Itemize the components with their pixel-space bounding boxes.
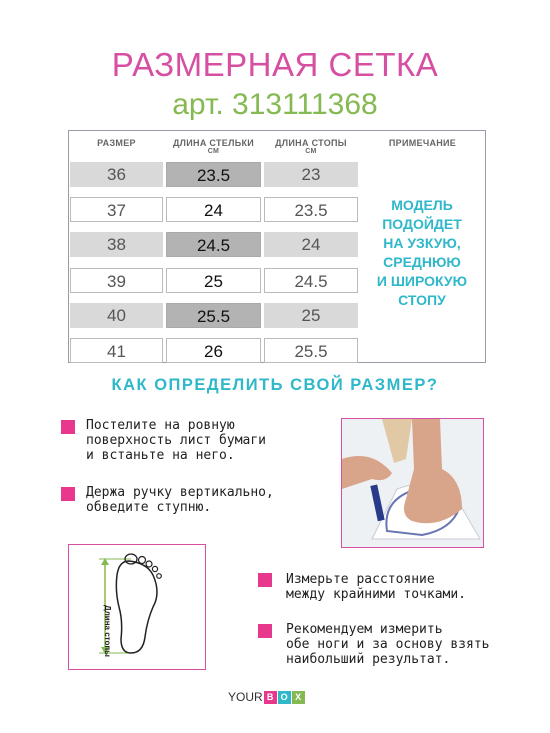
howto-heading: КАК ОПРЕДЕЛИТЬ СВОЙ РАЗМЕР?	[111, 376, 439, 394]
cell-insole: 24.5	[166, 232, 261, 257]
foot-outline-icon	[69, 545, 204, 668]
cell-insole: 25.5	[166, 303, 261, 328]
fit-note: МОДЕЛЬ ПОДОЙДЕТ НА УЗКУЮ, СРЕДНЮЮ И ШИРОКУЮ СТОПУ	[376, 197, 468, 308]
page-title: РАЗМЕРНАЯ СЕТКА	[111, 46, 439, 83]
cell-insole: 25	[166, 268, 261, 293]
brand-logo: YOUR B O X	[228, 690, 305, 704]
tracing-photo-icon	[342, 419, 484, 548]
bullet-square	[258, 573, 272, 587]
cell-foot: 24	[264, 232, 358, 257]
cell-size: 41	[70, 338, 163, 363]
cell-size: 37	[70, 197, 163, 222]
cell-insole: 26	[166, 338, 261, 363]
cell-foot: 24.5	[264, 268, 358, 293]
cell-size: 40	[70, 303, 163, 328]
tracing-photo	[341, 418, 484, 548]
cell-foot: 25	[264, 303, 358, 328]
bullet-square	[61, 487, 75, 501]
header-insole: ДЛИНА СТЕЛЬКИ СМ	[172, 138, 255, 155]
foot-diagram	[68, 544, 206, 670]
cell-size: 38	[70, 232, 163, 257]
article-number: арт. 313111368	[172, 88, 378, 121]
cell-foot: 25.5	[264, 338, 358, 363]
bullet-square	[61, 420, 75, 434]
header-size: РАЗМЕР	[97, 138, 136, 148]
cell-insole: 23.5	[166, 162, 261, 187]
cell-size: 39	[70, 268, 163, 293]
step-3-text: Измерьте расстояние между крайними точками.	[286, 572, 467, 602]
cell-foot: 23.5	[264, 197, 358, 222]
cell-foot: 23	[264, 162, 358, 187]
step-2-text: Держа ручку вертикально, обведите ступню.	[86, 485, 274, 515]
cell-size: 36	[70, 162, 163, 187]
step-4-text: Рекомендуем измерить обе ноги и за основу взять наибольший результат.	[286, 622, 490, 667]
bullet-square	[258, 624, 272, 638]
foot-length-label: Длина стопы	[103, 605, 112, 658]
step-1-text: Постелите на ровную поверхность лист бумаги и встаньте на него.	[86, 418, 267, 463]
header-note: ПРИМЕЧАНИЕ	[388, 138, 457, 148]
cell-insole: 24	[166, 197, 261, 222]
header-foot: ДЛИНА СТОПЫ СМ	[275, 138, 347, 155]
